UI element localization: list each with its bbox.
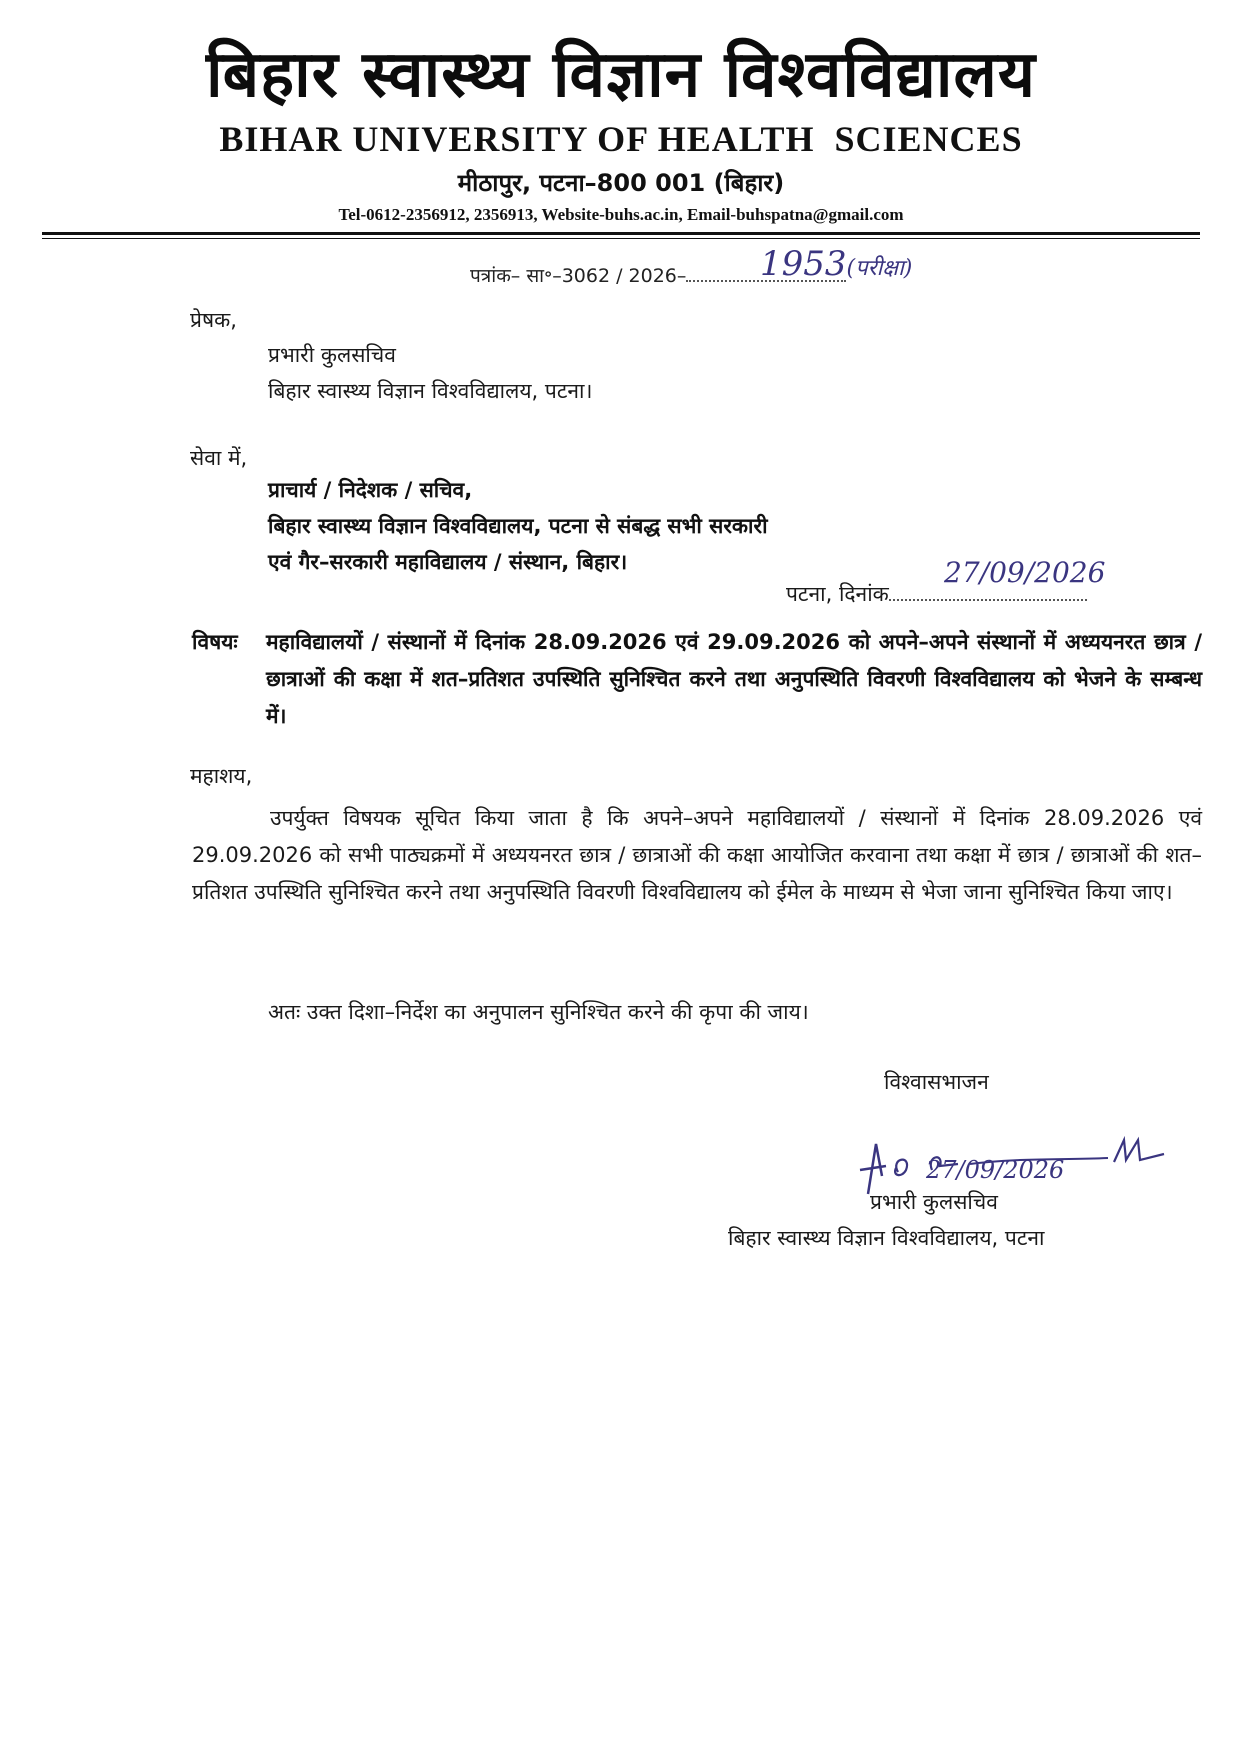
body-paragraph-1	[192, 800, 1202, 911]
reference-handwritten	[760, 244, 912, 284]
letterhead-address: मीठापुर, पटना–800 001 (बिहार)	[457, 169, 785, 197]
signature-date: 27/09/2026	[926, 1156, 1065, 1184]
recipient-label: सेवा में,	[190, 446, 248, 470]
date-handwritten: 27/09/2026	[944, 556, 1106, 589]
letterhead-english-name: BIHAR UNIVERSITY OF HEALTH SCIENCES	[219, 119, 1023, 159]
body-paragraph-1-text: उपर्युक्त विषयक सूचित किया जाता है कि अपने–अपने महाविद्यालयों / संस्थानों में दिनांक 28.09.2026 एवं 29.09.2026 को सभी पाठ्यक्रमों में अध्ययनरत छात्र / छात्राओं की कक्षा आयोजित करवाना तथा कक्षा में छात्र / छात्राओं की शत–प्रतिशत उपस्थिति सुनिश्चित करने तथा अनुपस्थिति विवरणी विश्वविद्यालय को ईमेल के माध्यम से भेजा जाना सुनिश्चित किया जाए।	[192, 806, 1202, 904]
sender-line-2: बिहार स्वास्थ्य विज्ञान विश्वविद्यालय, पटना।	[268, 379, 593, 403]
subject-text: महाविद्यालयों / संस्थानों में दिनांक 28.09.2026 एवं 29.09.2026 को अपने–अपने संस्थानों में अध्ययनरत छात्र / छात्राओं की कक्षा में शत–प्रतिशत उपस्थिति सुनिश्चित करने तथा अनुपस्थिति विवरणी विश्वविद्यालय को भेजने के सम्बन्ध में।	[266, 630, 1202, 728]
recipient-line-1: प्राचार्य / निदेशक / सचिव,	[268, 478, 473, 502]
header-divider-thin	[42, 238, 1200, 239]
salutation: महाशय,	[190, 764, 253, 788]
letterhead-hindi-name: बिहार स्वास्थ्य विज्ञान विश्वविद्यालय	[206, 38, 1036, 112]
letterhead-contact: Tel-0612-2356912, 2356913, Website-buhs.ac.in, Email-buhspatna@gmail.com	[338, 205, 904, 224]
date-prefix: पटना, दिनांक	[786, 582, 889, 606]
reference-handwritten-number: 1953	[760, 244, 847, 284]
reference-handwritten-suffix: (परीक्षा)	[846, 256, 913, 281]
header-divider	[42, 232, 1200, 235]
recipient-line-2: बिहार स्वास्थ्य विज्ञान विश्वविद्यालय, पटना से संबद्ध सभी सरकारी	[268, 514, 768, 538]
sender-line-1: प्रभारी कुलसचिव	[268, 343, 396, 367]
subject-label: विषयः	[192, 630, 238, 654]
closing-designation: प्रभारी कुलसचिव	[870, 1190, 998, 1214]
sender-label: प्रेषक,	[190, 308, 237, 332]
body-paragraph-2: अतः उक्त दिशा–निर्देश का अनुपालन सुनिश्चित करने की कृपा की जाय।	[268, 1000, 809, 1024]
closing-organization: बिहार स्वास्थ्य विज्ञान विश्वविद्यालय, पटना	[728, 1226, 1045, 1250]
recipient-line-3: एवं गैर–सरकारी महाविद्यालय / संस्थान, बिहार।	[268, 550, 628, 574]
closing-regards: विश्वासभाजन	[884, 1070, 989, 1094]
reference-prefix: पत्रांक– सा॰–3062 / 2026–	[470, 265, 687, 287]
